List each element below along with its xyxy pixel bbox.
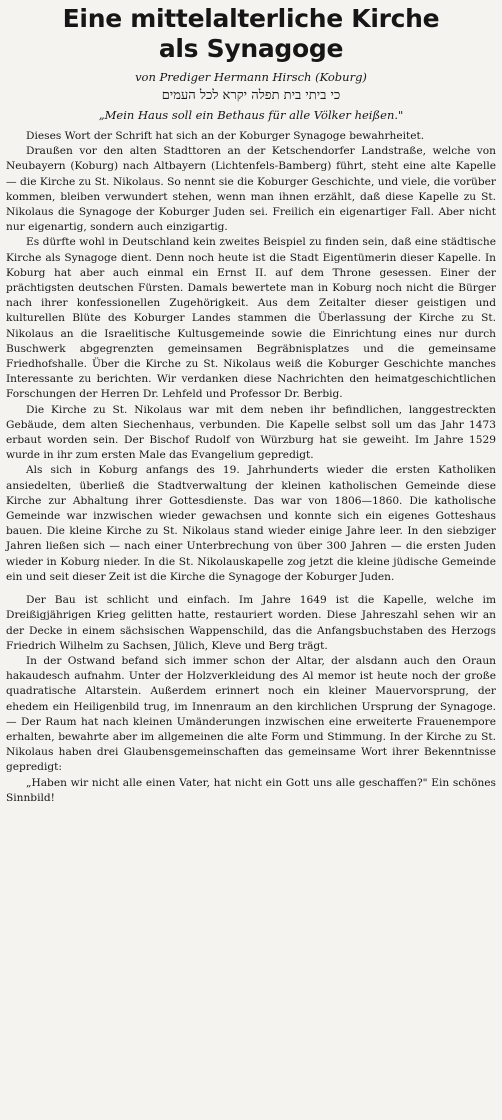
author-byline: von Prediger Hermann Hirsch (Koburg): [135, 70, 367, 84]
article-headline: [6, 4, 496, 64]
paragraph: Es dürfte wohl in Deutschland kein zweites Beispiel zu finden sein, daß eine städtische Kirche als Synagoge dient. Denn noch heute ist die Stadt Eigentümerin dieser Kapelle. In Koburg hat aber auch einmal ein Ernst II. auf dem Throne gesessen. Einer der prächtigsten deutschen Fürsten. Damals bewertete man in Koburg noch nicht die Bürger nach ihrer konfessionellen Zugehörigkeit. Aus dem Zeitalter dieser geistigen und kulturellen Blüte des Koburger Landes stammen die Überlassung der Kirche zu St. Nikolaus an die Israelitische Kultusgemeinde sowie die Einrichtung eines nur durch Buschwerk abgegrenzten gemeinsamen Begräbnisplatzes und die gemeinsame Friedhofshalle. Über die Kirche zu St. Nikolaus weiß die Koburger Geschichte manches Interessante zu berichten. Wir verdanken diese Nachrichten den heimatgeschichtlichen Forschungen der Herren Dr. Lehfeld und Professor Dr. Berbig.: [6, 236, 496, 401]
paragraph: In der Ostwand befand sich immer schon der Altar, der alsdann auch den Oraun hakaudesch aufnahm. Unter der Holzverkleidung des Al memor ist heute noch der große quadratische Altarstein. Außerdem erinnert noch ein kleiner Mauervorsprung, der ehedem ein Heiligenbild trug, im Innenraum an den kirchlichen Ursprung der Synagoge. — Der Raum hat nach kleinen Umänderungen inzwischen eine erweiterte Frauenempore erhalten, bewahrte aber im allgemeinen die alte Form und Stimmung. In der Kirche zu St. Nikolaus haben drei Glaubensgemeinschaften das gemeinsame Wort ihrer Bekenntnisse gepredigt:: [6, 654, 496, 774]
paragraph: Der Bau ist schlicht und einfach. Im Jahre 1649 ist die Kapelle, welche im Dreißigjährigen Krieg gelitten hatte, restauriert worden. Diese Jahreszahl sehen wir an der Decke in einem sächsischen Wappenschild, das die Anfangsbuchstaben des Herzogs Friedrich Wilhelm zu Sachsen, Jülich, Kleve und Berg trägt.: [6, 594, 496, 652]
article-body: [6, 129, 496, 806]
paragraph: Draußen vor den alten Stadttoren an der Ketschendorfer Landstraße, welche von Neubayern (Koburg) nach Altbayern (Lichtenfels-Bamberg) führt, steht eine alte Kapelle — die Kirche zu St. Nikolaus. So nennt sie die Koburger Geschichte, und viele, die vorüber kommen, bleiben verwundert stehen, wenn man ihnen erzählt, daß diese Kapelle zu St. Nikolaus die Synagoge der Koburger Juden sei. Freilich ein eigenartiger Fall. Aber nicht nur eigenartig, sondern auch einzigartig.: [6, 145, 496, 234]
headline-line-1: Eine mittelalterliche Kirche: [62, 4, 440, 33]
headline-line-2: als Synagoge: [158, 34, 344, 63]
paragraph: Die Kirche zu St. Nikolaus war mit dem neben ihr befindlichen, langgestreckten Gebäude, dem alten Siechenhaus, verbunden. Die Kapelle selbst soll um das Jahr 1473 erbaut worden sein. Der Bischof Rudolf von Würzburg hat sie geweiht. Im Jahre 1529 wurde in ihr zum ersten Male das Evangelium gepredigt.: [6, 403, 496, 462]
paragraph: Dieses Wort der Schrift hat sich an der Koburger Synagoge bewahrheitet.: [26, 130, 425, 142]
closing-quote: „Haben wir nicht alle einen Vater, hat nicht ein Gott uns alle geschaffen?" Ein schönes Sinnbild!: [6, 776, 496, 804]
hebrew-motto: כי ביתי בית תפלה יקרא לכל העמים: [161, 88, 341, 103]
paragraph: Als sich in Koburg anfangs des 19. Jahrhunderts wieder die ersten Katholiken ansiedelten, überließ die Stadtverwaltung der kleinen katholischen Gemeinde diese Kirche zur Abhaltung ihrer Gottesdienste. Das war von 1806—1860. Die katholische Gemeinde war inzwischen wieder gewachsen und konnte sich ein eigenes Gotteshaus bauen. Die kleine Kirche zu St. Nikolaus stand wieder einige Jahre leer. In den siebziger Jahren ließen sich — nach einer Unterbrechung von über 300 Jahren — die ersten Juden wieder in Koburg nieder. In die St. Nikolauskapelle zog jetzt die kleine jüdische Gemeinde ein und seit dieser Zeit ist die Kirche die Synagoge der Koburger Juden.: [6, 464, 496, 583]
german-motto: „Mein Haus soll ein Bethaus für alle Völker heißen.": [98, 108, 404, 122]
